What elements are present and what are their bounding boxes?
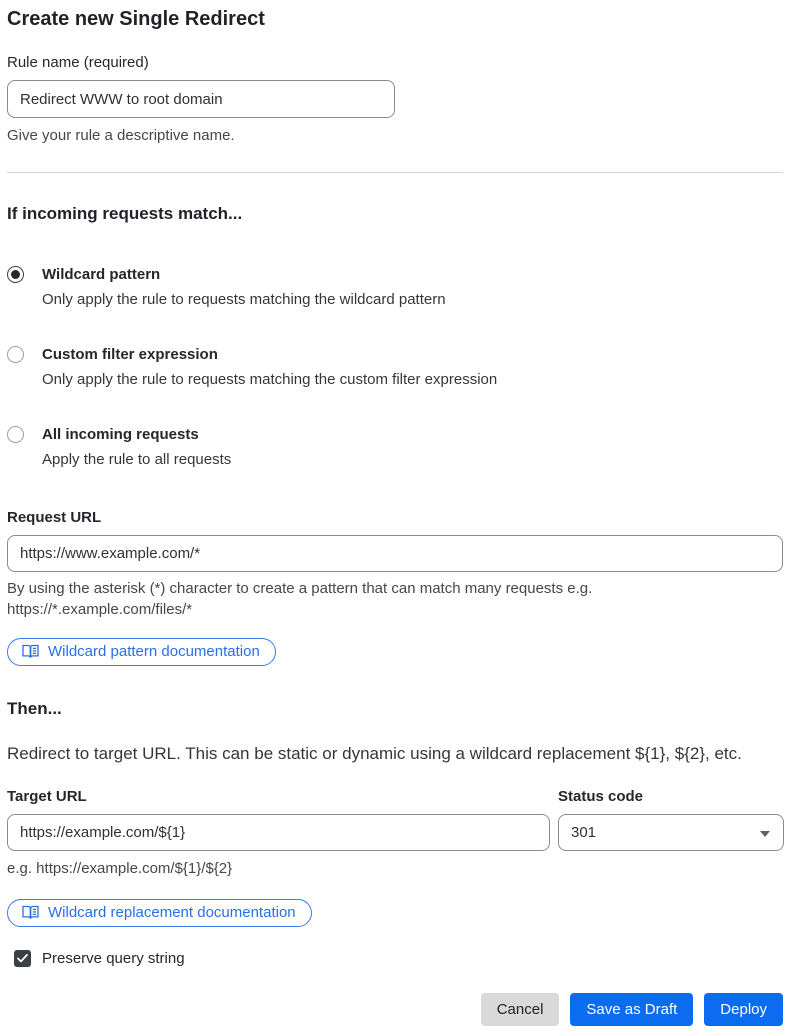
radio-option-custom-filter[interactable]	[7, 345, 783, 389]
request-url-label: Request URL	[7, 509, 102, 526]
chevron-down-icon	[760, 831, 770, 837]
open-book-icon	[22, 644, 39, 659]
wildcard-replacement-doc-button[interactable]	[7, 899, 312, 927]
preserve-query-row[interactable]	[7, 950, 783, 967]
doc-button-label: Wildcard pattern documentation	[48, 642, 260, 660]
target-url-label: Target URL	[7, 788, 87, 805]
status-code-select[interactable]	[558, 814, 784, 851]
checkbox-checked-icon[interactable]	[14, 950, 31, 967]
doc-button-label: Wildcard replacement documentation	[48, 903, 296, 921]
request-url-help	[7, 578, 783, 620]
then-section-heading: Then...	[7, 699, 62, 718]
page-title: Create new Single Redirect	[7, 8, 265, 30]
radio-option-label: Wildcard pattern	[42, 266, 161, 283]
target-row	[7, 764, 783, 851]
wildcard-pattern-doc-button[interactable]	[7, 638, 276, 666]
radio-option-description: Only apply the rule to requests matching the wildcard pattern	[42, 291, 446, 308]
status-code-value: 301	[571, 824, 597, 841]
radio-button-icon[interactable]	[7, 346, 24, 363]
save-as-draft-button[interactable]: Save as Draft	[570, 993, 693, 1026]
preserve-query-label: Preserve query string	[42, 950, 185, 967]
open-book-icon	[22, 905, 39, 920]
form-actions	[7, 993, 783, 1026]
deploy-button[interactable]: Deploy	[704, 993, 783, 1026]
match-type-radio-group	[7, 265, 783, 469]
radio-option-wildcard-pattern[interactable]	[7, 265, 783, 309]
radio-option-description: Only apply the rule to requests matching the custom filter expression	[42, 371, 498, 388]
status-code-label: Status code	[558, 788, 644, 805]
rule-name-label: Rule name (required)	[7, 54, 149, 71]
target-url-input[interactable]	[7, 814, 550, 851]
cancel-button[interactable]: Cancel	[481, 993, 560, 1026]
target-url-help: e.g. https://example.com/${1}/${2}	[7, 860, 233, 877]
radio-option-description: Apply the rule to all requests	[42, 451, 232, 468]
request-url-help-line1: By using the asterisk (*) character to create a pattern that can match many requests e.g.	[7, 580, 593, 597]
radio-option-all-requests[interactable]	[7, 425, 783, 469]
match-section-heading: If incoming requests match...	[7, 204, 243, 223]
rule-name-help: Give your rule a descriptive name.	[7, 127, 235, 144]
radio-option-label: All incoming requests	[42, 426, 199, 443]
then-description: Redirect to target URL. This can be static or dynamic using a wildcard replacement ${1}, ${2}, etc.	[7, 744, 742, 763]
rule-name-input[interactable]	[7, 80, 395, 118]
section-divider	[7, 172, 783, 173]
radio-button-icon[interactable]	[7, 426, 24, 443]
radio-option-label: Custom filter expression	[42, 346, 218, 363]
request-url-help-line2: https://*.example.com/files/*	[7, 601, 193, 618]
radio-button-icon[interactable]	[7, 266, 24, 283]
request-url-input[interactable]	[7, 535, 783, 572]
